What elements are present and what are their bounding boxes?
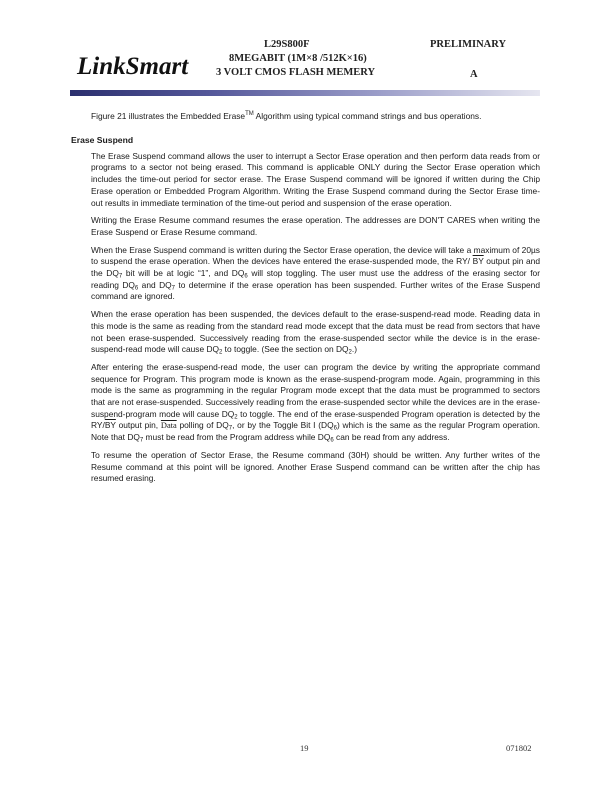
text-run: and DQ [138, 279, 172, 290]
subscript: 2 [219, 349, 223, 356]
subscript: 7 [228, 425, 233, 432]
body-paragraph [91, 309, 540, 356]
company-logo: LinkSmart [77, 53, 189, 80]
text-run: To resume the operation of Sector Erase, the Resume command (30H) should be written. Any further writes of the Resume command at this point will be ignored. Another Erase Suspend command can be written after the chip has resumed erasing. [91, 449, 540, 484]
text-run: ) which is the same as the regular Program operation. Note that DQ [91, 420, 540, 443]
subscript: 6 [134, 285, 139, 292]
body-paragraph [91, 245, 540, 304]
subscript: 6 [330, 437, 334, 444]
text-run: output pin, [115, 420, 161, 431]
header-divider [70, 90, 540, 96]
density-spec: 8MEGABIT (1M×8 /512K×16) [229, 53, 367, 64]
text-run: Writing the Erase Resume command resumes the erase operation. The addresses are DON'T CARES when writing the Erase Suspend or Erase Resume command. [91, 215, 540, 237]
subscript: 6 [333, 425, 337, 432]
text-run: to determine if the erase operation has been suspended. Further writes of the Erase Suspend command are ignored. [91, 279, 540, 302]
overlined-signal: $\overline{BY}$ [104, 420, 116, 431]
text-run: polling of DQ [176, 420, 229, 431]
document-status: PRELIMINARY [430, 39, 507, 50]
text-run: Algorithm using typical command strings and bus operations. [253, 111, 482, 121]
text-run: output pin and the DQ [91, 256, 541, 279]
text-run: After entering the erase-suspend-read mode, the user can program the device by writing the appropriate command sequence for Program. This program mode is known as the erase-suspend-program mode. Again, programming in this mode is the same as programming in the regular Program mode except that the data must be programmed to sectors that are not erase-suspended. Successively reading from the erase-suspended sector while the devices are in the erase-suspend-program mode will cause DQ [91, 361, 540, 419]
part-number: L29S800F [264, 39, 310, 50]
body-paragraph [91, 362, 540, 444]
body-paragraph [91, 151, 540, 210]
revision: A [470, 69, 478, 80]
text-run: can be read from any address. [333, 432, 450, 443]
subscript: 2 [348, 349, 352, 356]
body-paragraph [91, 450, 540, 485]
text-run: ) [354, 344, 357, 355]
text-run: The Erase Suspend command allows the user to interrupt a Sector Erase operation and then perform data reads from or programs to a sector not being erased. This command is applicable ONLY during the Sector Erase operation which includes the time-out period for sector erase. The Erase Suspend command will be ignored if written during the Chip Erase operation or Embedded Program Algorithm. Writing the Erase Suspend command during the Sector Erase time-out results in immediate termination of the time-out period and suspension of the erase operation. [91, 150, 540, 208]
subscript: 7 [118, 273, 123, 280]
text-run: will stop toggling. The user must use the address of the erasing sector for reading DQ [91, 268, 540, 290]
text-run: Figure 21 illustrates the Embedded Erase [91, 111, 246, 121]
text-run: . [351, 344, 355, 355]
superscript: TM [245, 111, 254, 117]
text-run: When the Erase Suspend command is written during the Sector Erase operation, the device will take a maximum of 20µs to suspend the erase operation. When the devices have entered the erase-suspended mode, the RY/ [91, 244, 540, 267]
overlined-signal: Data [160, 421, 177, 431]
intro-paragraph [91, 111, 540, 123]
text-run: bit will be at logic “1”, and DQ [122, 268, 245, 279]
section-heading: Erase Suspend [71, 134, 134, 145]
text-run: When the erase operation has been suspended, the devices default to the erase-suspend-read mode. Reading data in this mode is the same as reading from the standard read mode except that the data must be read from sectors that have not been erase-suspended. Successively reading from the erase-suspended sector while the device is in the erase-suspend-read mode will cause DQ [91, 309, 540, 355]
subscript: 7 [139, 437, 144, 444]
text-run: must be read from the Program address while DQ [143, 432, 331, 443]
body-paragraph [91, 215, 540, 238]
document-code: 071802 [506, 743, 532, 753]
page-number: 19 [300, 743, 309, 753]
text-run: to toggle. The end of the erase-suspended Program operation is detected by the RY/ [91, 408, 541, 431]
subscript: 7 [171, 285, 175, 292]
text-run: to toggle. (See the section on DQ [222, 344, 349, 355]
subscript: 2 [234, 414, 238, 421]
text-run: , or by the Toggle Bit I (DQ [232, 420, 334, 431]
overlined-signal: $\overline{BY}$ [472, 256, 484, 267]
product-description: 3 VOLT CMOS FLASH MEMERY [216, 67, 376, 78]
document-body [71, 111, 540, 491]
subscript: 6 [244, 273, 248, 280]
